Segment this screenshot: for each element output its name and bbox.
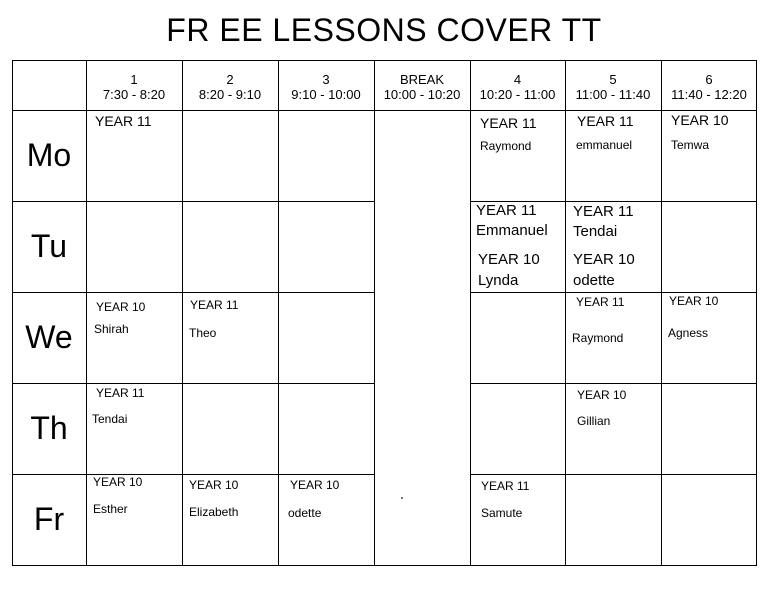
column-divider	[374, 60, 375, 566]
cell-teacher: Raymond	[480, 139, 532, 153]
day-label-monday: Mo	[26, 137, 72, 173]
cell-year: YEAR 11	[576, 295, 625, 309]
row-divider	[12, 110, 757, 111]
cell-year: YEAR 10	[93, 475, 143, 489]
cell-year: YEAR 11	[577, 113, 634, 129]
cell-year: YEAR 10	[573, 251, 635, 268]
cell-year: YEAR 11	[480, 115, 537, 131]
cell-teacher: Samute	[481, 506, 523, 520]
column-divider	[565, 60, 566, 566]
cell-teacher: Esther	[93, 502, 128, 516]
period-3-header: 3 9:10 - 10:00	[291, 72, 361, 102]
cell-year: YEAR 10	[290, 478, 340, 492]
cell-teacher: Tendai	[573, 223, 618, 240]
page-title: FR EE LESSONS COVER TT	[166, 12, 602, 48]
day-label-thursday: Th	[30, 410, 68, 446]
cell-year: YEAR 11	[476, 202, 537, 219]
row-divider	[470, 383, 757, 384]
cell-year: YEAR 11	[96, 386, 145, 400]
cell-year: YEAR 10	[189, 478, 239, 492]
cell-teacher: Theo	[189, 326, 217, 340]
cell-teacher: Lynda	[478, 272, 519, 289]
cell-teacher: Temwa	[671, 138, 710, 152]
period-5-header: 5 11:00 - 11:40	[575, 72, 651, 102]
cell-year: YEAR 11	[481, 479, 530, 493]
column-divider	[470, 60, 471, 566]
cell-teacher: Gillian	[577, 414, 611, 428]
day-label-friday: Fr	[33, 501, 65, 537]
cell-teacher: Emmanuel	[476, 222, 548, 239]
cell-teacher: odette	[573, 272, 615, 289]
column-divider	[182, 60, 183, 566]
row-divider	[12, 474, 374, 475]
row-divider	[12, 383, 374, 384]
cell-teacher: emmanuel	[576, 138, 633, 152]
period-4-header: 4 10:20 - 11:00	[479, 72, 556, 102]
cell-year: YEAR 10	[671, 112, 729, 128]
cell-teacher: Raymond	[572, 331, 624, 345]
cell-year: YEAR 10	[669, 294, 719, 308]
cell-year: YEAR 11	[190, 298, 239, 312]
cell-teacher: Elizabeth	[189, 505, 239, 519]
column-divider	[661, 60, 662, 566]
break-header: BREAK 10:00 - 10:20	[383, 72, 461, 102]
column-divider	[278, 60, 279, 566]
cell-year: YEAR 10	[478, 251, 540, 268]
row-divider	[470, 474, 757, 475]
cell-year: YEAR 10	[577, 388, 627, 402]
day-label-wednesday: We	[25, 319, 73, 355]
row-divider	[470, 292, 757, 293]
row-divider	[12, 201, 374, 202]
cell-year: YEAR 11	[95, 113, 152, 129]
cell-teacher: Shirah	[94, 322, 129, 336]
period-2-header: 2 8:20 - 9:10	[198, 72, 262, 102]
day-label-tuesday: Tu	[30, 228, 68, 264]
cell-teacher: Agness	[668, 326, 709, 340]
period-1-header: 1 7:30 - 8:20	[102, 72, 166, 102]
cell-year: YEAR 11	[573, 203, 634, 220]
row-divider	[12, 292, 374, 293]
stray-mark	[401, 497, 403, 499]
cell-teacher: odette	[288, 506, 322, 520]
cell-year: YEAR 10	[96, 300, 146, 314]
column-divider	[86, 60, 87, 566]
period-6-header: 6 11:40 - 12:20	[671, 72, 747, 102]
cell-teacher: Tendai	[92, 412, 128, 426]
